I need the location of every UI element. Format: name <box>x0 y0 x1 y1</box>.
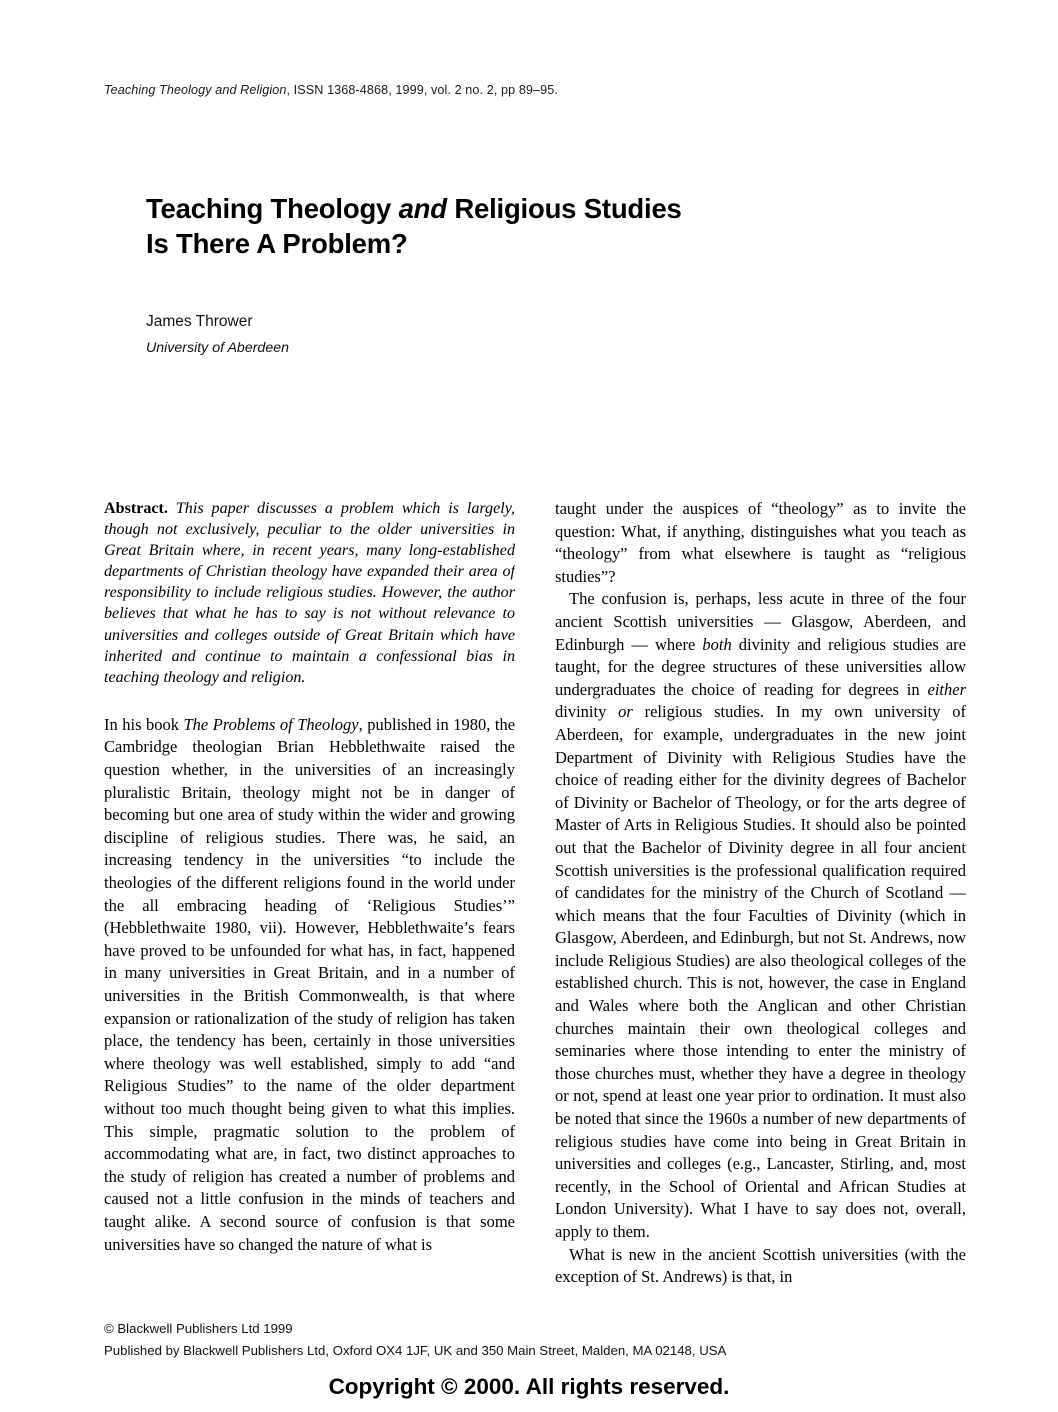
title-line1-emphasis: and <box>398 193 447 224</box>
right-p2-part3: divinity <box>555 702 619 722</box>
right-paragraph-2 <box>555 588 966 1243</box>
author-name: James Thrower <box>146 313 253 330</box>
abstract-text: This paper discusses a problem which is largely, though not exclusively, peculiar to the older universities in Great Britain where, in recent years, many long-established departments of Christian theology have expanded their area of responsibility to include religious studies. However, the author believes that what he has to say is not without relevance to universities and colleges outside of Great Britain which have inherited and continue to maintain a confessional bias in teaching theology and religion. <box>104 500 515 686</box>
left-p1-book-title: The Problems of Theology <box>183 714 359 734</box>
journal-title: Teaching Theology and Religion <box>104 83 287 97</box>
right-paragraph-3: What is new in the ancient Scottish universities (with the exception of St. Andrews) is that, in <box>555 1244 966 1287</box>
page-title <box>146 191 846 261</box>
right-p2-part2: divinity and religious studies are taught, for the degree structures of these universities allow undergraduates the choice of reading for degrees in <box>555 634 966 699</box>
column-right <box>555 498 966 1308</box>
left-paragraph-1 <box>104 714 515 1256</box>
right-paragraph-1: taught under the auspices of “theology” as to invite the question: What, if anything, distinguishes what you teach as “theology” from what elsewhere is taught as “religious studies”? <box>555 499 966 586</box>
right-p2-emphasis-either: either <box>927 679 966 699</box>
title-line1-part1: Teaching Theology <box>146 193 399 224</box>
publisher-line: Published by Blackwell Publishers Ltd, Oxford OX4 1JF, UK and 350 Main Street, Malden, MA 02148, USA <box>104 1343 727 1358</box>
title-line1-part2: Religious Studies <box>446 193 682 224</box>
page-footer <box>104 1319 964 1360</box>
right-p2-emphasis-both: both <box>702 634 732 654</box>
copyright-banner: Copyright © 2000. All rights reserved. <box>328 1374 730 1399</box>
left-p1-part1: In his book <box>104 714 184 734</box>
right-p2-emphasis-or: or <box>618 702 633 722</box>
journal-header <box>104 83 558 97</box>
author-block <box>146 310 746 360</box>
title-line1 <box>146 193 682 224</box>
copyright-line: © Blackwell Publishers Ltd 1999 <box>104 1321 293 1336</box>
abstract-label: Abstract. <box>104 500 168 517</box>
abstract <box>104 498 515 688</box>
author-affiliation: University of Aberdeen <box>146 340 289 356</box>
right-p2-part1: The confusion is, perhaps, less acute in three of the four ancient Scottish universities — Glasgow, Aberdeen, and Edinburgh — where <box>555 589 966 654</box>
left-p1-part2: , published in 1980, the Cambridge theologian Brian Hebblethwaite raised the question whether, in the universities of an increasingly pluralistic Britain, theology might not be in danger of becoming but one area of study within the wider and growing discipline of religious studies. There was, he said, an increasing tendency in the universities “to include the theologies of the different religions found in the world under the all embracing heading of ‘Religious Studies’” (Hebblethwaite 1980, vii). However, Hebblethwaite’s fears have proved to be unfounded for what has, in fact, happened in many universities in Great Britain, and in a number of universities in the British Commonwealth, is that where expansion or rationalization of the study of religion has taken place, the tendency has been, certainly in those universities where theology was well established, simply to add “and Religious Studies” to the name of the older department without too much thought being given to what this implies. This simple, pragmatic solution to the problem of accommodating what are, in fact, two distinct approaches to the study of religion has created a number of problems and caused not a little confusion in the minds of teachers and taught alike. A second source of confusion is that some universities have so changed the nature of what is <box>104 714 515 1254</box>
title-line2: Is There A Problem? <box>146 228 408 259</box>
journal-citation-details: , ISSN 1368-4868, 1999, vol. 2 no. 2, pp 89–95. <box>286 83 558 97</box>
title-block <box>146 191 846 261</box>
right-p2-part4: religious studies. In my own university of Aberdeen, for example, undergraduates in the new joint Department of Divinity with Religious Studies have the choice of reading either for the divinity degrees of Bachelor of Divinity or Bachelor of Theology, or for the arts degree of Master of Arts in Religious Studies. It should also be pointed out that the Bachelor of Divinity degree in all four ancient Scottish universities is the professional qualification required of candidates for the ministry of the Church of Scotland — which means that the four Faculties of Divinity (which in Glasgow, Aberdeen, and Edinburgh, but not St. Andrews, now include Religious Studies) are also theological colleges of the established church. This is not, however, the case in England and Wales where both the Anglican and other Christian churches maintain their own theological colleges and seminaries where those intending to enter the ministry of those churches must, whether they have a degree in theology or not, spend at least one year prior to ordination. It must also be noted that since the 1960s a number of new departments of religious studies have come into being in Great Britain in universities and colleges (e.g., Lancaster, Stirling, and, most recently, in the School of Oriental and African Studies at London University). What I have to say does not, overall, apply to them. <box>555 702 966 1241</box>
column-left <box>104 498 515 1308</box>
body-columns <box>104 498 966 1308</box>
